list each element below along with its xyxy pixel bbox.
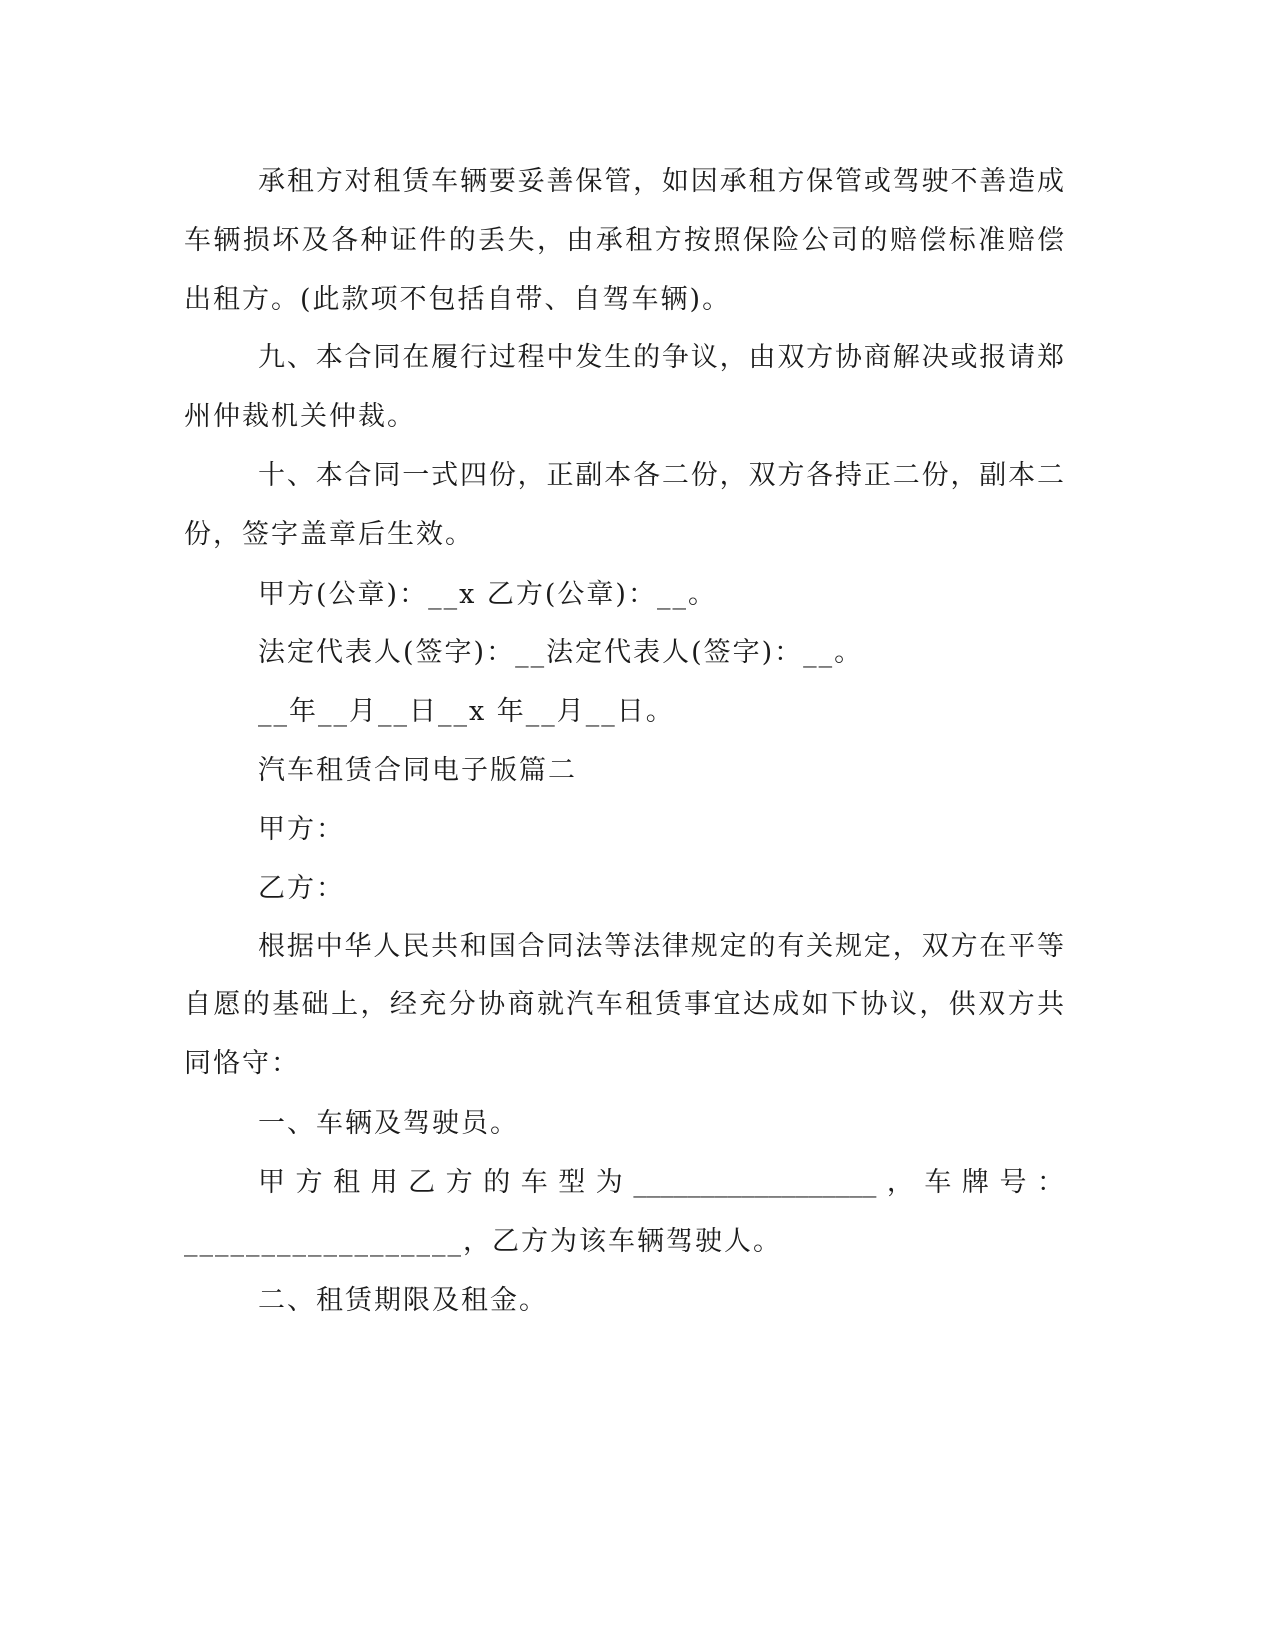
clause-heading: 一、车辆及驾驶员。	[258, 1108, 519, 1139]
text-line: 同恪守：	[184, 1048, 300, 1079]
text-line: 九、本合同在履行过程中发生的争议，由双方协商解决或报请郑	[258, 342, 1064, 373]
text-line: 份，签字盖章后生效。	[184, 519, 474, 550]
clause-heading: 二、租赁期限及租金。	[258, 1285, 548, 1316]
party-a-line: 甲方：	[258, 814, 345, 845]
text-line: 十、本合同一式四份，正副本各二份，双方各持正二份，副本二	[258, 460, 1064, 491]
text-line: 根据中华人民共和国合同法等法律规定的有关规定，双方在平等	[258, 931, 1064, 962]
text-line: 甲方租用乙方的车型为__________________，车牌号：	[258, 1167, 1064, 1198]
text-line: 承租方对租赁车辆要妥善保管，如因承租方保管或驾驶不善造成	[258, 166, 1064, 197]
section-heading: 汽车租赁合同电子版篇二	[258, 755, 577, 786]
text-line: 车辆损坏及各种证件的丢失，由承租方按照保险公司的赔偿标准赔偿	[184, 225, 1064, 256]
text-line: 自愿的基础上，经充分协商就汽车租赁事宜达成如下协议，供双方共	[184, 989, 1064, 1020]
text-line: __________________，乙方为该车辆驾驶人。	[184, 1226, 782, 1257]
party-b-line: 乙方：	[258, 873, 345, 904]
signature-line-seal: 甲方(公章)：__x 乙方(公章)：__。	[258, 579, 717, 610]
date-line: __年__月__日__x 年__月__日。	[258, 696, 675, 727]
signature-line-representative: 法定代表人(签字)：__法定代表人(签字)：__。	[258, 637, 864, 668]
text-line: 州仲裁机关仲裁。	[184, 401, 416, 432]
text-line: 出租方。(此款项不包括自带、自驾车辆)。	[184, 284, 732, 315]
